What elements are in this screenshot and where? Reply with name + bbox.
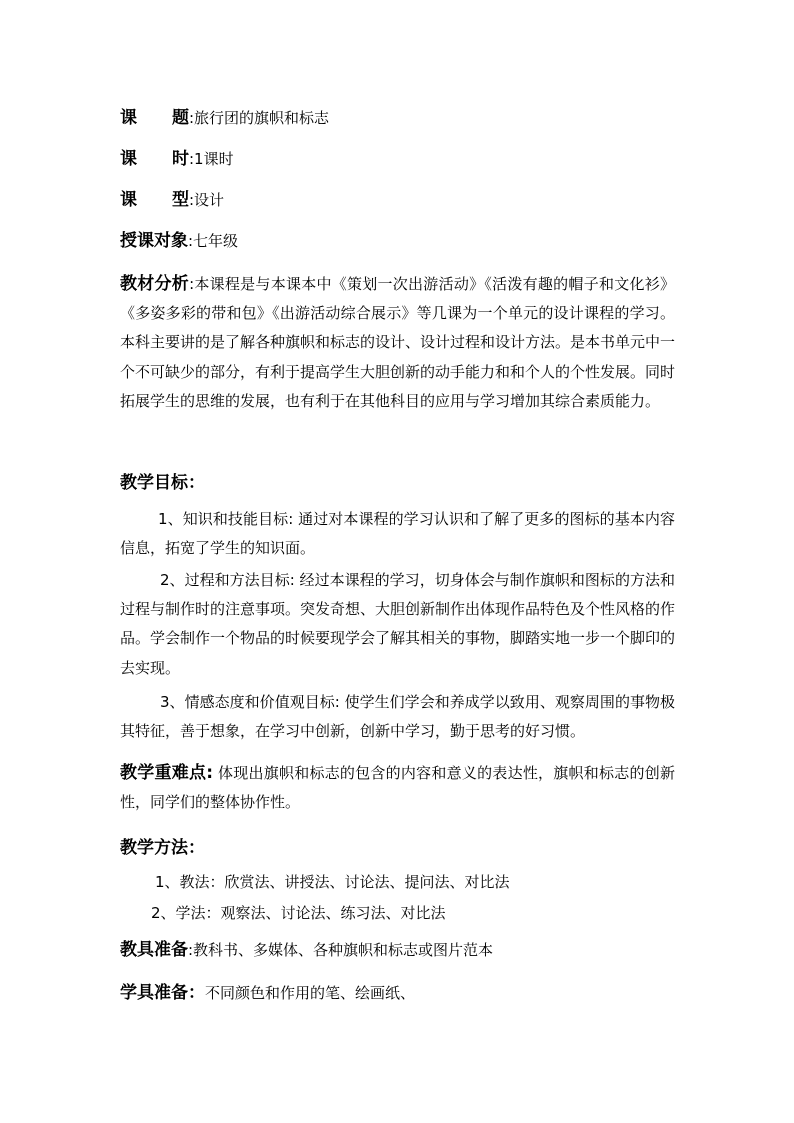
field-type — [120, 190, 224, 210]
field-value: :旅行团的旗帜和标志 — [189, 109, 330, 127]
teacher-tools-label: 教具准备 — [120, 940, 188, 960]
field-value: :七年级 — [188, 232, 239, 250]
student-tools-value: 不同颜色和作用的笔、绘画纸、 — [205, 984, 416, 1002]
method-item-1: 1、教法：欣赏法、讲授法、讨论法、提问法、对比法 — [155, 873, 510, 891]
field-label: 授课对象 — [120, 231, 188, 251]
analysis-paragraph — [120, 270, 675, 416]
field-value: :设计 — [189, 191, 225, 209]
analysis-text: :本课程是与本课本中《策划一次出游活动》《活泼有趣的帽子和文化衫》《多姿多彩的带和包》《出游活动综合展示》等几课为一个单元的设计课程的学习。本科主要讲的是了解各种旗帜和标志的设计、设计过程和设计方法。是本书单元中一个不可缺少的部分，有利于提高学生大胆创新的动手能力和和个人的个性发展。同时拓展学生的思维的发展，也有利于在其他科目的应用与学习增加其综合素质能力。 — [120, 275, 676, 410]
key-points-text: 体现出旗帜和标志的包含的内容和意义的表达性，旗帜和标志的创新性，同学们的整体协作性。 — [120, 764, 675, 812]
field-label: 课 — [120, 190, 137, 210]
method-item-2: 2、学法：观察法、讨论法、练习法、对比法 — [151, 904, 446, 922]
goal-item-1: 1、知识和技能目标: 通过对本课程的学习认识和了解了更多的图标的基本内容信息，拓宽了学生的知识面。 — [120, 510, 675, 558]
field-duration — [120, 149, 234, 169]
field-label: 时 — [172, 149, 189, 169]
methods-heading: 教学方法： — [120, 838, 205, 858]
teacher-tools — [120, 940, 493, 960]
student-tools-label: 学具准备： — [120, 983, 205, 1003]
goal-item-3: 3、情感态度和价值观目标: 使学生们学会和养成学以致用、观察周围的事物极其特征，善于想象，在学习中创新，创新中学习，勤于思考的好习惯。 — [120, 693, 675, 741]
analysis-label: 教材分析 — [120, 274, 190, 294]
student-tools — [120, 983, 415, 1003]
field-value: :1课时 — [189, 150, 234, 168]
field-topic — [120, 108, 329, 128]
field-label: 型 — [172, 190, 189, 210]
goals-heading: 教学目标： — [120, 473, 205, 493]
goal-item-2: 2、过程和方法目标: 经过本课程的学习，切身体会与制作旗帜和图标的方法和过程与制作时的注意事项。突发奇想、大胆创新制作出体现作品特色及个性风格的作品。学会制作一个物品的时候要现学会了解其相关的事物，脚踏实地一步一个脚印的去实现。 — [120, 571, 676, 677]
field-label: 题 — [172, 108, 189, 128]
teacher-tools-value: :教科书、多媒体、各种旗帜和标志或图片范本 — [188, 941, 494, 959]
key-points-label: 教学重难点: — [120, 763, 213, 783]
field-label: 课 — [120, 108, 137, 128]
field-audience — [120, 231, 238, 251]
key-points-paragraph — [120, 759, 675, 817]
field-label: 课 — [120, 149, 137, 169]
